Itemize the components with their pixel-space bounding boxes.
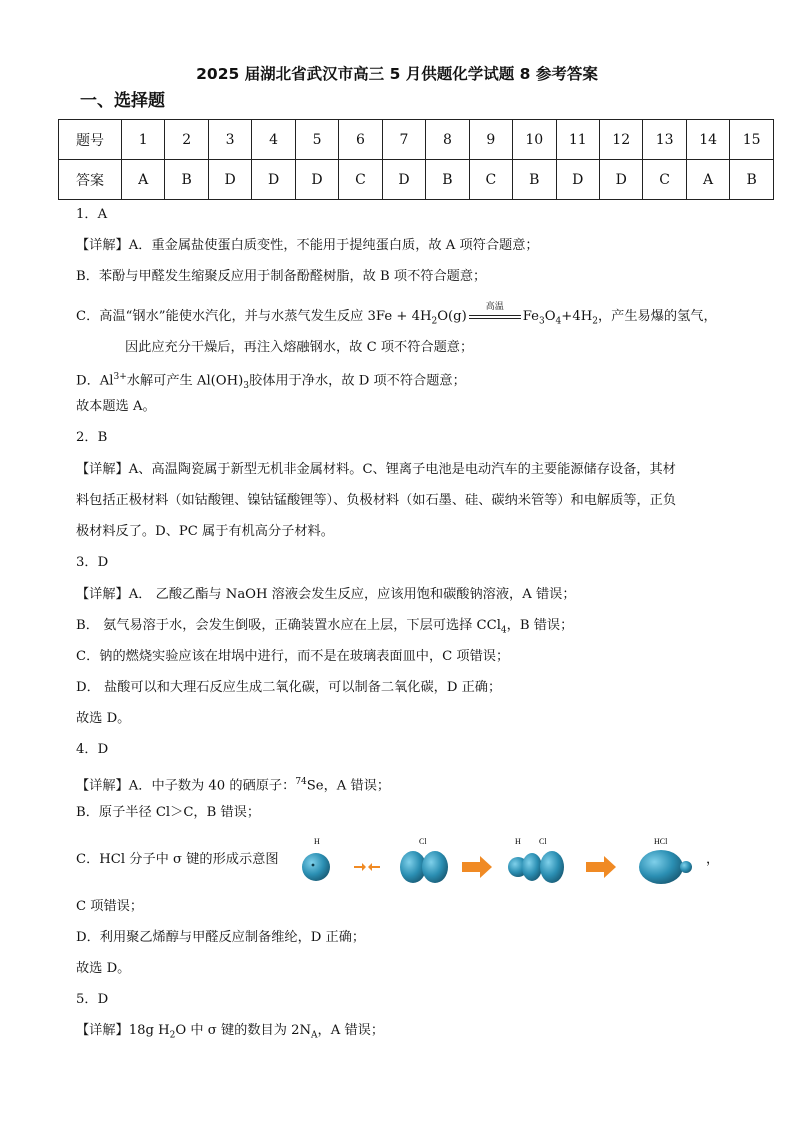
text-span: ，产生易爆的氢气， [597,309,717,324]
subscript: 3 [243,381,250,392]
explanation-line: C 项错误； [76,899,144,914]
answer-cell: C [469,160,512,200]
answer-cell: B [513,160,556,200]
arrow-icon [462,856,492,878]
question-number-cell: 2 [165,120,208,160]
approach-arrows [354,863,380,871]
answer-cell: D [252,160,295,200]
explanation-line: D．利用聚乙烯醇与甲醛反应制备维纶，D 正确； [76,930,366,945]
question-number: 4．D [76,742,109,757]
answer-cell: D [599,160,642,200]
question-number-cell: 6 [339,120,382,160]
question-number-cell: 5 [295,120,338,160]
question-number-cell: 1 [122,120,165,160]
question-number: 5．D [76,992,109,1007]
cl-label: Cl [419,837,427,846]
text-span: 水解可产生 Al(OH) [126,373,244,389]
condition-label: 高温 [485,301,504,312]
text-span: O 中 σ 键的数目为 2N [175,1023,312,1038]
question-number-cell: 3 [208,120,251,160]
subscript: 2 [169,1030,176,1041]
hcl-label: HCl [654,837,668,846]
table-header-cell: 题号 [59,120,122,160]
answer-table [58,119,774,200]
hcl-sigma-orbital [639,850,683,884]
question-number-cell: 15 [730,120,774,160]
explanation-line: 极材料反了。D、PC 属于有机高分子材料。 [76,524,334,539]
text-span: C．高温“钢水”能使水汽化，并与水蒸气发生反应 3Fe + 4H [76,309,432,324]
explanation-line: B．原子半径 Cl＞C，B 错误； [76,805,261,820]
text-span: Fe [522,309,539,324]
question-number-cell: 14 [686,120,729,160]
answer-cell: A [122,160,165,200]
equation-line: C．高温“钢水”能使水汽化，并与水蒸气发生反应 $3Fe + 4H_2O(g)$ 高温 $Fe_3O_4+4H_2$，产生易爆的氢气， [76,308,717,331]
arrow-icon [586,856,616,878]
question-number-cell: 9 [469,120,512,160]
nucleus-dot [312,864,315,867]
question-number: 2．B [76,430,108,445]
text-span: Se，A 错误； [306,778,391,794]
explanation-line: C．钠的燃烧实验应该在坩埚中进行，而不是在玻璃表面皿中，C 项错误； [76,649,510,664]
answer-cell: A [686,160,729,200]
explanation-line: D． 盐酸可以和大理石反应生成二氧化碳，可以制备二氧化碳，D 正确； [76,680,502,695]
conclusion-line: 故本题选 A。 [76,399,156,414]
table-row-numbers [59,120,774,160]
reaction-condition [467,301,523,324]
question-number-cell: 4 [252,120,295,160]
hcl-h-end [680,861,692,873]
superscript: 3+ [113,372,127,382]
answer-cell: B [426,160,469,200]
explanation-line: C．HCl 分子中 σ 键的形成示意图 [76,852,279,867]
explanation-line: 【详解】A、高温陶瓷属于新型无机非金属材料。C、锂离子电池是电动汽车的主要能源储存设备，其材 [76,462,676,477]
explanation-line: 【详解】A． 乙酸乙酯与 NaOH 溶液会发生反应，应该用饱和碳酸钠溶液，A 错误； [76,587,576,602]
question-number-cell: 11 [556,120,599,160]
explanation-line: 料包括正极材料（如钴酸锂、镍钴锰酸锂等）、负极材料（如石墨、硅、碳纳米管等）和电解质等，正负 [76,493,677,508]
explanation-line [76,368,466,395]
text-span: O(g) [437,309,467,324]
question-number-cell: 10 [513,120,556,160]
text-span: ，B 错误； [506,618,574,633]
cl-lobe-overlap-left [522,853,542,881]
table-row-answers [59,160,774,200]
text-span: ，A 错误； [317,1023,385,1038]
text-span: O [544,309,556,324]
question-number-cell: 12 [599,120,642,160]
text-span: 胶体用于净水，故 D 项不符合题意； [249,373,466,389]
section-heading: 一、选择题 [80,91,165,111]
explanation-line [76,1022,384,1045]
conclusion-line: 故选 D。 [76,961,131,976]
question-number-cell: 13 [643,120,686,160]
h-s-orbital [302,853,330,881]
cl-p-lobe-right [422,851,448,883]
h-label-2: H [515,837,521,846]
punctuation: ， [706,852,720,867]
explanation-line [76,617,573,640]
cl-label-2: Cl [539,837,547,846]
explanation-line: 因此应充分干燥后，再注入熔融钢水，故 C 项不符合题意； [125,340,474,355]
answer-cell: D [556,160,599,200]
answer-cell: B [165,160,208,200]
text-span: 【详解】A．中子数为 40 的硒原子： [76,778,296,794]
page-title: 2025 届湖北省武汉市高三 5 月供题化学试题 8 参考答案 [196,65,598,83]
h-label: H [314,837,320,846]
explanation-line: 【详解】A．重金属盐使蛋白质变性，不能用于提纯蛋白质，故 A 项符合题意； [76,238,539,253]
question-number: 3．D [76,555,109,570]
answer-cell: D [295,160,338,200]
text-span: B． 氨气易溶于水，会发生倒吸，正确装置水应在上层，下层可选择 CCl [76,618,501,633]
cl-lobe-overlap-right [540,851,564,883]
answer-cell: C [339,160,382,200]
question-number-cell: 7 [382,120,425,160]
question-number-cell: 8 [426,120,469,160]
answer-cell: B [730,160,774,200]
explanation-line: B．苯酚与甲醛发生缩聚反应用于制备酚醛树脂，故 B 项不符合题意； [76,269,487,284]
subscript: 4 [500,625,507,636]
text-span: D．Al [76,373,114,389]
answer-cell: D [382,160,425,200]
conclusion-line: 故选 D。 [76,711,131,726]
text-span: 【详解】18g H [76,1023,170,1038]
text-span: +4H [561,309,593,324]
answer-cell: D [208,160,251,200]
subscript: A [311,1030,318,1041]
superscript: 74 [295,777,307,787]
table-header-cell: 答案 [59,160,122,200]
question-number: 1．A [76,207,108,222]
answer-cell: C [643,160,686,200]
hcl-sigma-bond-figure [296,834,716,894]
explanation-line [76,773,390,795]
